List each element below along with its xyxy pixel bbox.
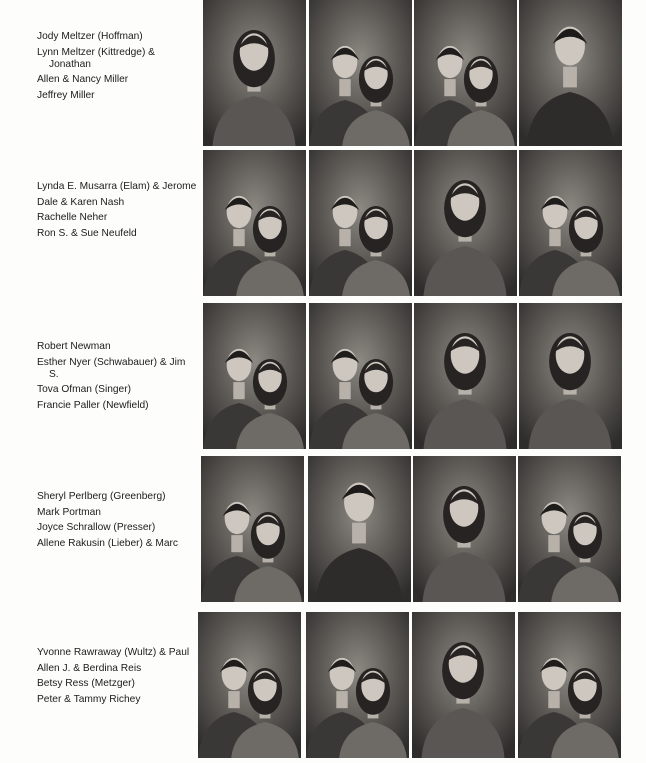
name-entry: Ron S. & Sue Neufeld — [37, 227, 137, 239]
portrait-photo — [306, 612, 409, 758]
portrait-photo — [198, 612, 301, 758]
portrait-photo — [518, 456, 621, 602]
name-entry: Allen J. & Berdina Reis — [37, 662, 142, 674]
portrait-photo — [414, 0, 517, 146]
name-list — [37, 181, 197, 243]
portrait-photo — [203, 150, 306, 296]
portrait-photo — [309, 150, 412, 296]
portrait-photo — [414, 150, 517, 296]
portrait-photo — [519, 303, 622, 449]
name-entry: Betsy Ress (Metzger) — [37, 678, 135, 689]
name-entry: Jeffrey Miller — [37, 89, 95, 101]
portrait-photo — [309, 303, 412, 449]
name-entry: Esther Nyer (Schwabauer) & Jim S. — [37, 356, 186, 380]
portrait-photo — [413, 456, 516, 602]
name-entry: Lynda E. Musarra (Elam) & Jerome — [37, 181, 197, 192]
name-entry: Mark Portman — [37, 506, 101, 518]
name-entry: Joyce Schrallow (Presser) — [37, 522, 156, 533]
portrait-photo — [519, 0, 622, 146]
portrait-photo — [519, 150, 622, 296]
name-entry: Rachelle Neher — [37, 212, 108, 223]
portrait-photo — [414, 303, 517, 449]
name-entry: Dale & Karen Nash — [37, 196, 125, 208]
name-entry: Jody Meltzer (Hoffman) — [37, 31, 143, 42]
portrait-photo — [518, 612, 621, 758]
name-entry: Tova Ofman (Singer) — [37, 384, 131, 395]
portrait-photo — [203, 0, 306, 146]
portrait-photo — [309, 0, 412, 146]
name-entry: Peter & Tammy Richey — [37, 693, 141, 705]
name-entry: Francie Paller (Newfield) — [37, 399, 149, 411]
portrait-photo — [203, 303, 306, 449]
name-entry: Allene Rakusin (Lieber) & Marc — [37, 537, 178, 549]
name-list — [37, 31, 197, 105]
name-entry: Lynn Meltzer (Kittredge) & Jonathan — [37, 46, 155, 70]
name-entry: Robert Newman — [37, 341, 111, 352]
portrait-photo — [201, 456, 304, 602]
portrait-photo — [308, 456, 411, 602]
name-entry: Yvonne Rawraway (Wultz) & Paul — [37, 647, 190, 658]
name-list — [37, 341, 197, 415]
name-list — [37, 647, 197, 709]
name-entry: Sheryl Perlberg (Greenberg) — [37, 491, 166, 502]
portrait-photo — [412, 612, 515, 758]
name-list — [37, 491, 197, 553]
name-entry: Allen & Nancy Miller — [37, 74, 129, 85]
